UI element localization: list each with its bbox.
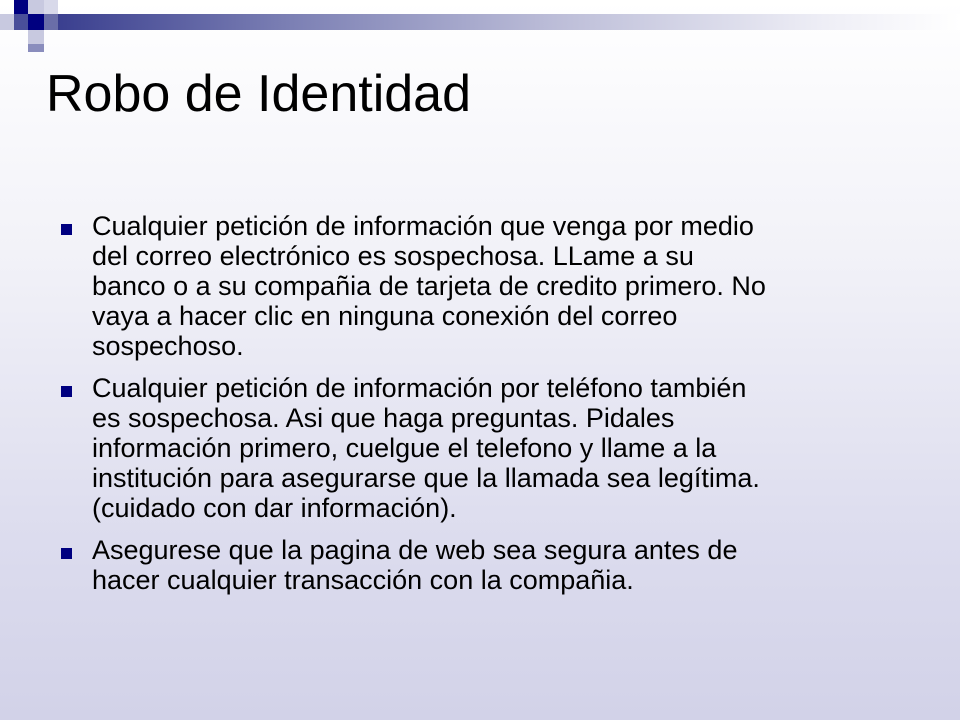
decor-square-dark [14, 0, 28, 14]
bullet-line: Cualquier petición de información que venga por medio [92, 211, 754, 241]
decor-square-mid [14, 14, 28, 30]
bullet-item [60, 211, 890, 361]
bullet-text [92, 535, 890, 595]
bullet-line: institución para asegurarse que la llamada sea legítima. [92, 463, 760, 493]
header-gradient-bar [58, 14, 960, 30]
bullet-line: Asegurese que la pagina de web sea segura antes de [92, 535, 738, 565]
bullet-line: (cuidado con dar información). [92, 493, 457, 523]
slide-title: Robo de Identidad [46, 65, 472, 123]
decor-square-dark [28, 14, 44, 30]
decor-square-mid [28, 44, 44, 52]
bullet-square-icon [61, 386, 72, 397]
bullet-line: sospechoso. [92, 331, 244, 361]
bullet-line: del correo electrónico es sospechosa. LLame a su [92, 241, 694, 271]
bullet-list [60, 211, 890, 607]
bullet-line: hacer cualquier transacción con la compañia. [92, 565, 634, 595]
bullet-square-icon [61, 224, 72, 235]
bullet-line: banco o a su compañia de tarjeta de credito primero. No [92, 271, 766, 301]
decor-square-light [44, 0, 58, 14]
bullet-text [92, 373, 890, 523]
header-decoration [0, 0, 960, 60]
bullet-line: información primero, cuelgue el telefono y llame a la [92, 433, 717, 463]
bullet-item [60, 535, 890, 595]
bullet-line: vaya a hacer clic en ninguna conexión del correo [92, 301, 678, 331]
bullet-square-icon [61, 548, 72, 559]
decor-square-light [28, 0, 44, 14]
bullet-text [92, 211, 890, 361]
bullet-line: es sospechosa. Asi que haga preguntas. Pidales [92, 403, 675, 433]
bullet-item [60, 373, 890, 523]
decor-square-light [28, 30, 44, 44]
decor-square-mid [44, 14, 58, 30]
decor-square-light [0, 14, 14, 30]
bullet-line: Cualquier petición de información por teléfono también [92, 373, 747, 403]
